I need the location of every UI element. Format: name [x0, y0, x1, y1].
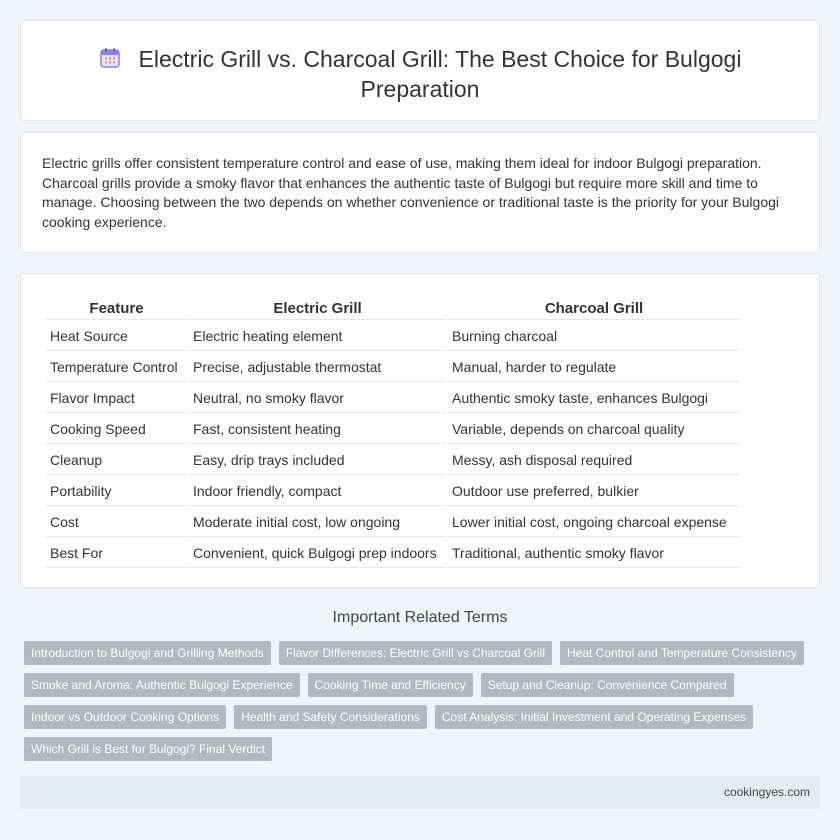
page-title: Electric Grill vs. Charcoal Grill: The Best Choice for Bulgogi Preparation [138, 46, 742, 102]
table-cell: Indoor friendly, compact [189, 477, 446, 506]
related-term-tag[interactable]: Which Grill is Best for Bulgogi? Final Verdict [24, 737, 272, 761]
header-charcoal-grill: Charcoal Grill [448, 298, 740, 320]
table-cell: Messy, ash disposal required [448, 446, 740, 475]
table-cell: Cleanup [46, 446, 187, 475]
intro-card [20, 132, 820, 253]
table-row [46, 384, 740, 413]
table-cell: Manual, harder to regulate [448, 353, 740, 382]
related-term-tag[interactable]: Smoke and Aroma: Authentic Bulgogi Experience [24, 673, 300, 697]
table-cell: Variable, depends on charcoal quality [448, 415, 740, 444]
header-feature: Feature [46, 298, 187, 320]
table-cell: Easy, drip trays included [189, 446, 446, 475]
related-term-tag[interactable]: Health and Safety Considerations [234, 705, 427, 729]
table-row [46, 415, 740, 444]
table-cell: Heat Source [46, 322, 187, 351]
table-header-row [46, 298, 740, 320]
related-term-tag[interactable]: Flavor Differences: Electric Grill vs Charcoal Grill [279, 641, 552, 665]
table-cell: Convenient, quick Bulgogi prep indoors [189, 539, 446, 568]
page-title-wrap [21, 44, 819, 104]
related-term-tag[interactable]: Indoor vs Outdoor Cooking Options [24, 705, 226, 729]
related-term-tag[interactable]: Introduction to Bulgogi and Grilling Methods [24, 641, 271, 665]
header-electric-grill: Electric Grill [189, 298, 446, 320]
footer-site-link[interactable]: cookingyes.com [723, 785, 810, 799]
table-cell: Precise, adjustable thermostat [189, 353, 446, 382]
footer [20, 776, 820, 809]
table-cell: Fast, consistent heating [189, 415, 446, 444]
table-cell: Lower initial cost, ongoing charcoal expense [448, 508, 740, 537]
related-term-tag[interactable]: Cost Analysis: Initial Investment and Operating Expenses [435, 705, 753, 729]
table-cell: Burning charcoal [448, 322, 740, 351]
table-cell: Flavor Impact [46, 384, 187, 413]
related-term-tag[interactable]: Cooking Time and Efficiency [308, 673, 473, 697]
table-row [46, 477, 740, 506]
intro-text: Electric grills offer consistent temperature control and ease of use, making them ideal for indoor Bulgogi preparation. Charcoal grills provide a smoky flavor that enhances the authentic taste of Bulgogi but require more skill and time to manage. Choosing between the two depends on whether convenience or traditional taste is the priority for your Bulgogi cooking experience. [42, 155, 780, 230]
table-cell: Authentic smoky taste, enhances Bulgogi [448, 384, 740, 413]
calendar-icon [99, 46, 121, 68]
table-cell: Cost [46, 508, 187, 537]
related-term-tag[interactable]: Setup and Cleanup: Convenience Compared [481, 673, 734, 697]
table-row [46, 322, 740, 351]
title-card [20, 20, 820, 121]
related-terms-list [24, 641, 814, 761]
related-terms-title: Important Related Terms [332, 609, 508, 626]
table-row [46, 353, 740, 382]
table-cell: Cooking Speed [46, 415, 187, 444]
comparison-card [20, 273, 820, 588]
table-row [46, 539, 740, 568]
table-cell: Traditional, authentic smoky flavor [448, 539, 740, 568]
table-cell: Best For [46, 539, 187, 568]
comparison-table [44, 296, 742, 570]
table-cell: Outdoor use preferred, bulkier [448, 477, 740, 506]
related-term-tag[interactable]: Heat Control and Temperature Consistency [560, 641, 804, 665]
table-cell: Neutral, no smoky flavor [189, 384, 446, 413]
table-cell: Portability [46, 477, 187, 506]
table-cell: Moderate initial cost, low ongoing [189, 508, 446, 537]
table-cell: Electric heating element [189, 322, 446, 351]
table-row [46, 508, 740, 537]
table-row [46, 446, 740, 475]
table-cell: Temperature Control [46, 353, 187, 382]
